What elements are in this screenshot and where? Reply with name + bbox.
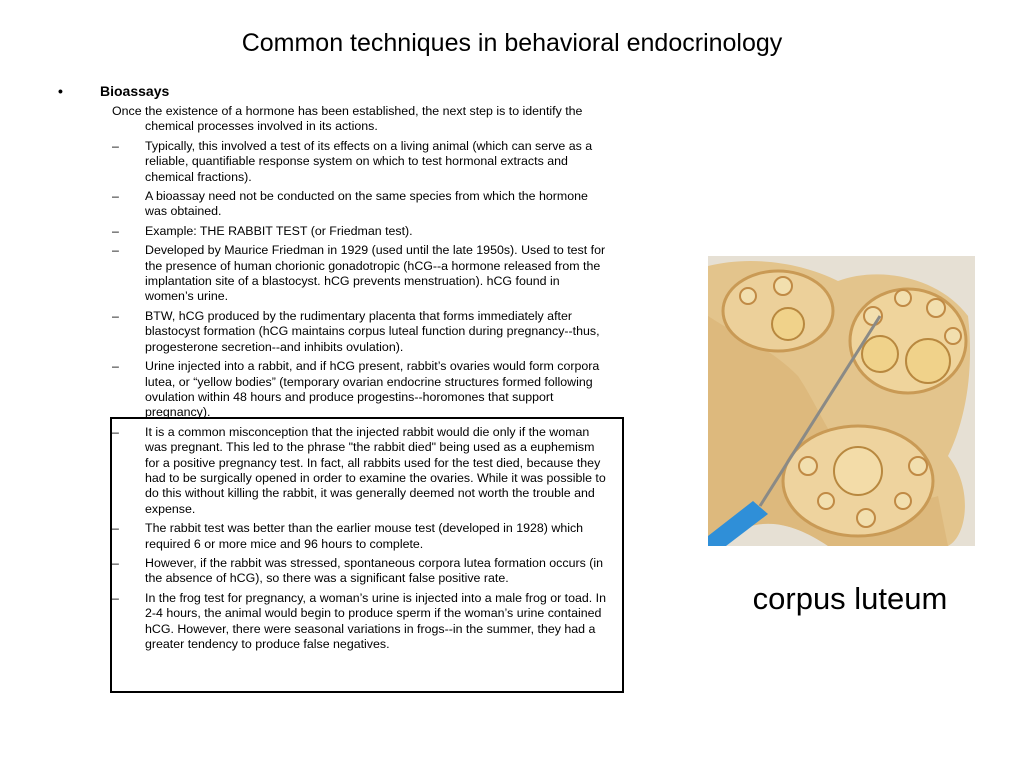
bullet-content [112,104,610,656]
list-item [112,556,610,587]
dash-marker: – [112,223,119,238]
section-heading: Bioassays [100,83,170,99]
list-item-text: It is a common misconception that the injected rabbit would die only if the woman was pregnant. This led to the phrase "the rabbit died" being used as a euphemism for a positive pregnancy test. In fact, all rabbits used for the test died, because they had to be surgically opened in order to examine the ovaries. While it was possible to do this without killing the rabbit, it was generally deemed not worth the trouble and expense. [145,424,606,516]
photo-caption: corpus luteum [752,581,948,616]
list-item-text: Typically, this involved a test of its effects on a living animal (which can serve as a reliable, quantifiable response system on which to test hormonal extracts and chemical fractions). [145,138,593,184]
follicle [774,277,792,295]
list-item [112,359,610,421]
dash-marker: – [112,243,119,258]
dash-marker: – [112,308,119,323]
follicle [818,493,834,509]
dash-marker: – [112,359,119,374]
list-item-text: BTW, hCG produced by the rudimentary placenta that forms immediately after blastocyst formation (hCG maintains corpus luteal function during pregnancy--thus, progesterone secretion--and inhibits ovulation). [145,308,600,354]
list-item [112,139,610,185]
dash-marker: – [112,521,119,536]
list-item-text: However, if the rabbit was stressed, spontaneous corpora lutea formation occurs (in the absence of hCG), so there was a significant false positive rate. [145,555,603,586]
corpus-luteum [772,308,804,340]
follicle [895,493,911,509]
corpus-luteum [834,447,882,495]
list-item [112,243,610,305]
intro-paragraph: Once the existence of a hormone has been established, the next step is to identify the chemical processes involved in its actions. [112,104,583,134]
section-heading-row [58,83,169,99]
follicle [909,457,927,475]
corpus-luteum [862,336,898,372]
dash-marker: – [112,424,119,439]
list-item [112,425,610,517]
corpus-luteum [906,339,950,383]
slide-title: Common techniques in behavioral endocrinology [241,29,783,57]
list-item [112,309,610,355]
follicle [799,457,817,475]
follicle [945,328,961,344]
follicle [857,509,875,527]
dash-marker: – [112,590,119,605]
list-item-text: Developed by Maurice Friedman in 1929 (used until the late 1950s). Used to test for the presence of human chorionic gonadotropic (hCG--a hormone released from the implantation site of a blastocyst. hCG prevents menstruation). hCG found in women’s urine. [145,243,606,304]
list-item [112,224,610,239]
list-item [112,591,610,653]
list-item [112,521,610,552]
dash-marker: – [112,189,119,204]
follicle [895,290,911,306]
list-item-text: A bioassay need not be conducted on the same species from which the hormone was obtained. [145,189,588,219]
list-item-text: In the frog test for pregnancy, a woman’s urine is injected into a male frog or toad. In 2-4 hours, the animal would begin to produce sperm if the woman’s urine contained hCG. However, there were seasonal variations in frogs--in the summer, they had a greater tendency to produce false negatives. [145,590,606,651]
corpus-luteum-photo [708,256,975,546]
list-item-text: The rabbit test was better than the earlier mouse test (developed in 1928) which required 6 or more mice and 96 hours to complete. [145,521,584,551]
bullet-dot: • [58,83,63,99]
dash-marker: – [112,138,119,153]
follicle [740,288,756,304]
list-item-text: Urine injected into a rabbit, and if hCG present, rabbit’s ovaries would form corpora lutea, or “yellow bodies” (temporary ovarian endocrine structures formed following ovulation within 48 hours and produce progestins--horomones that support pregnancy). [145,359,600,420]
list-item-text: Example: THE RABBIT TEST (or Friedman test). [145,223,413,238]
follicle [927,299,945,317]
dash-marker: – [112,555,119,570]
list-item [112,189,610,220]
